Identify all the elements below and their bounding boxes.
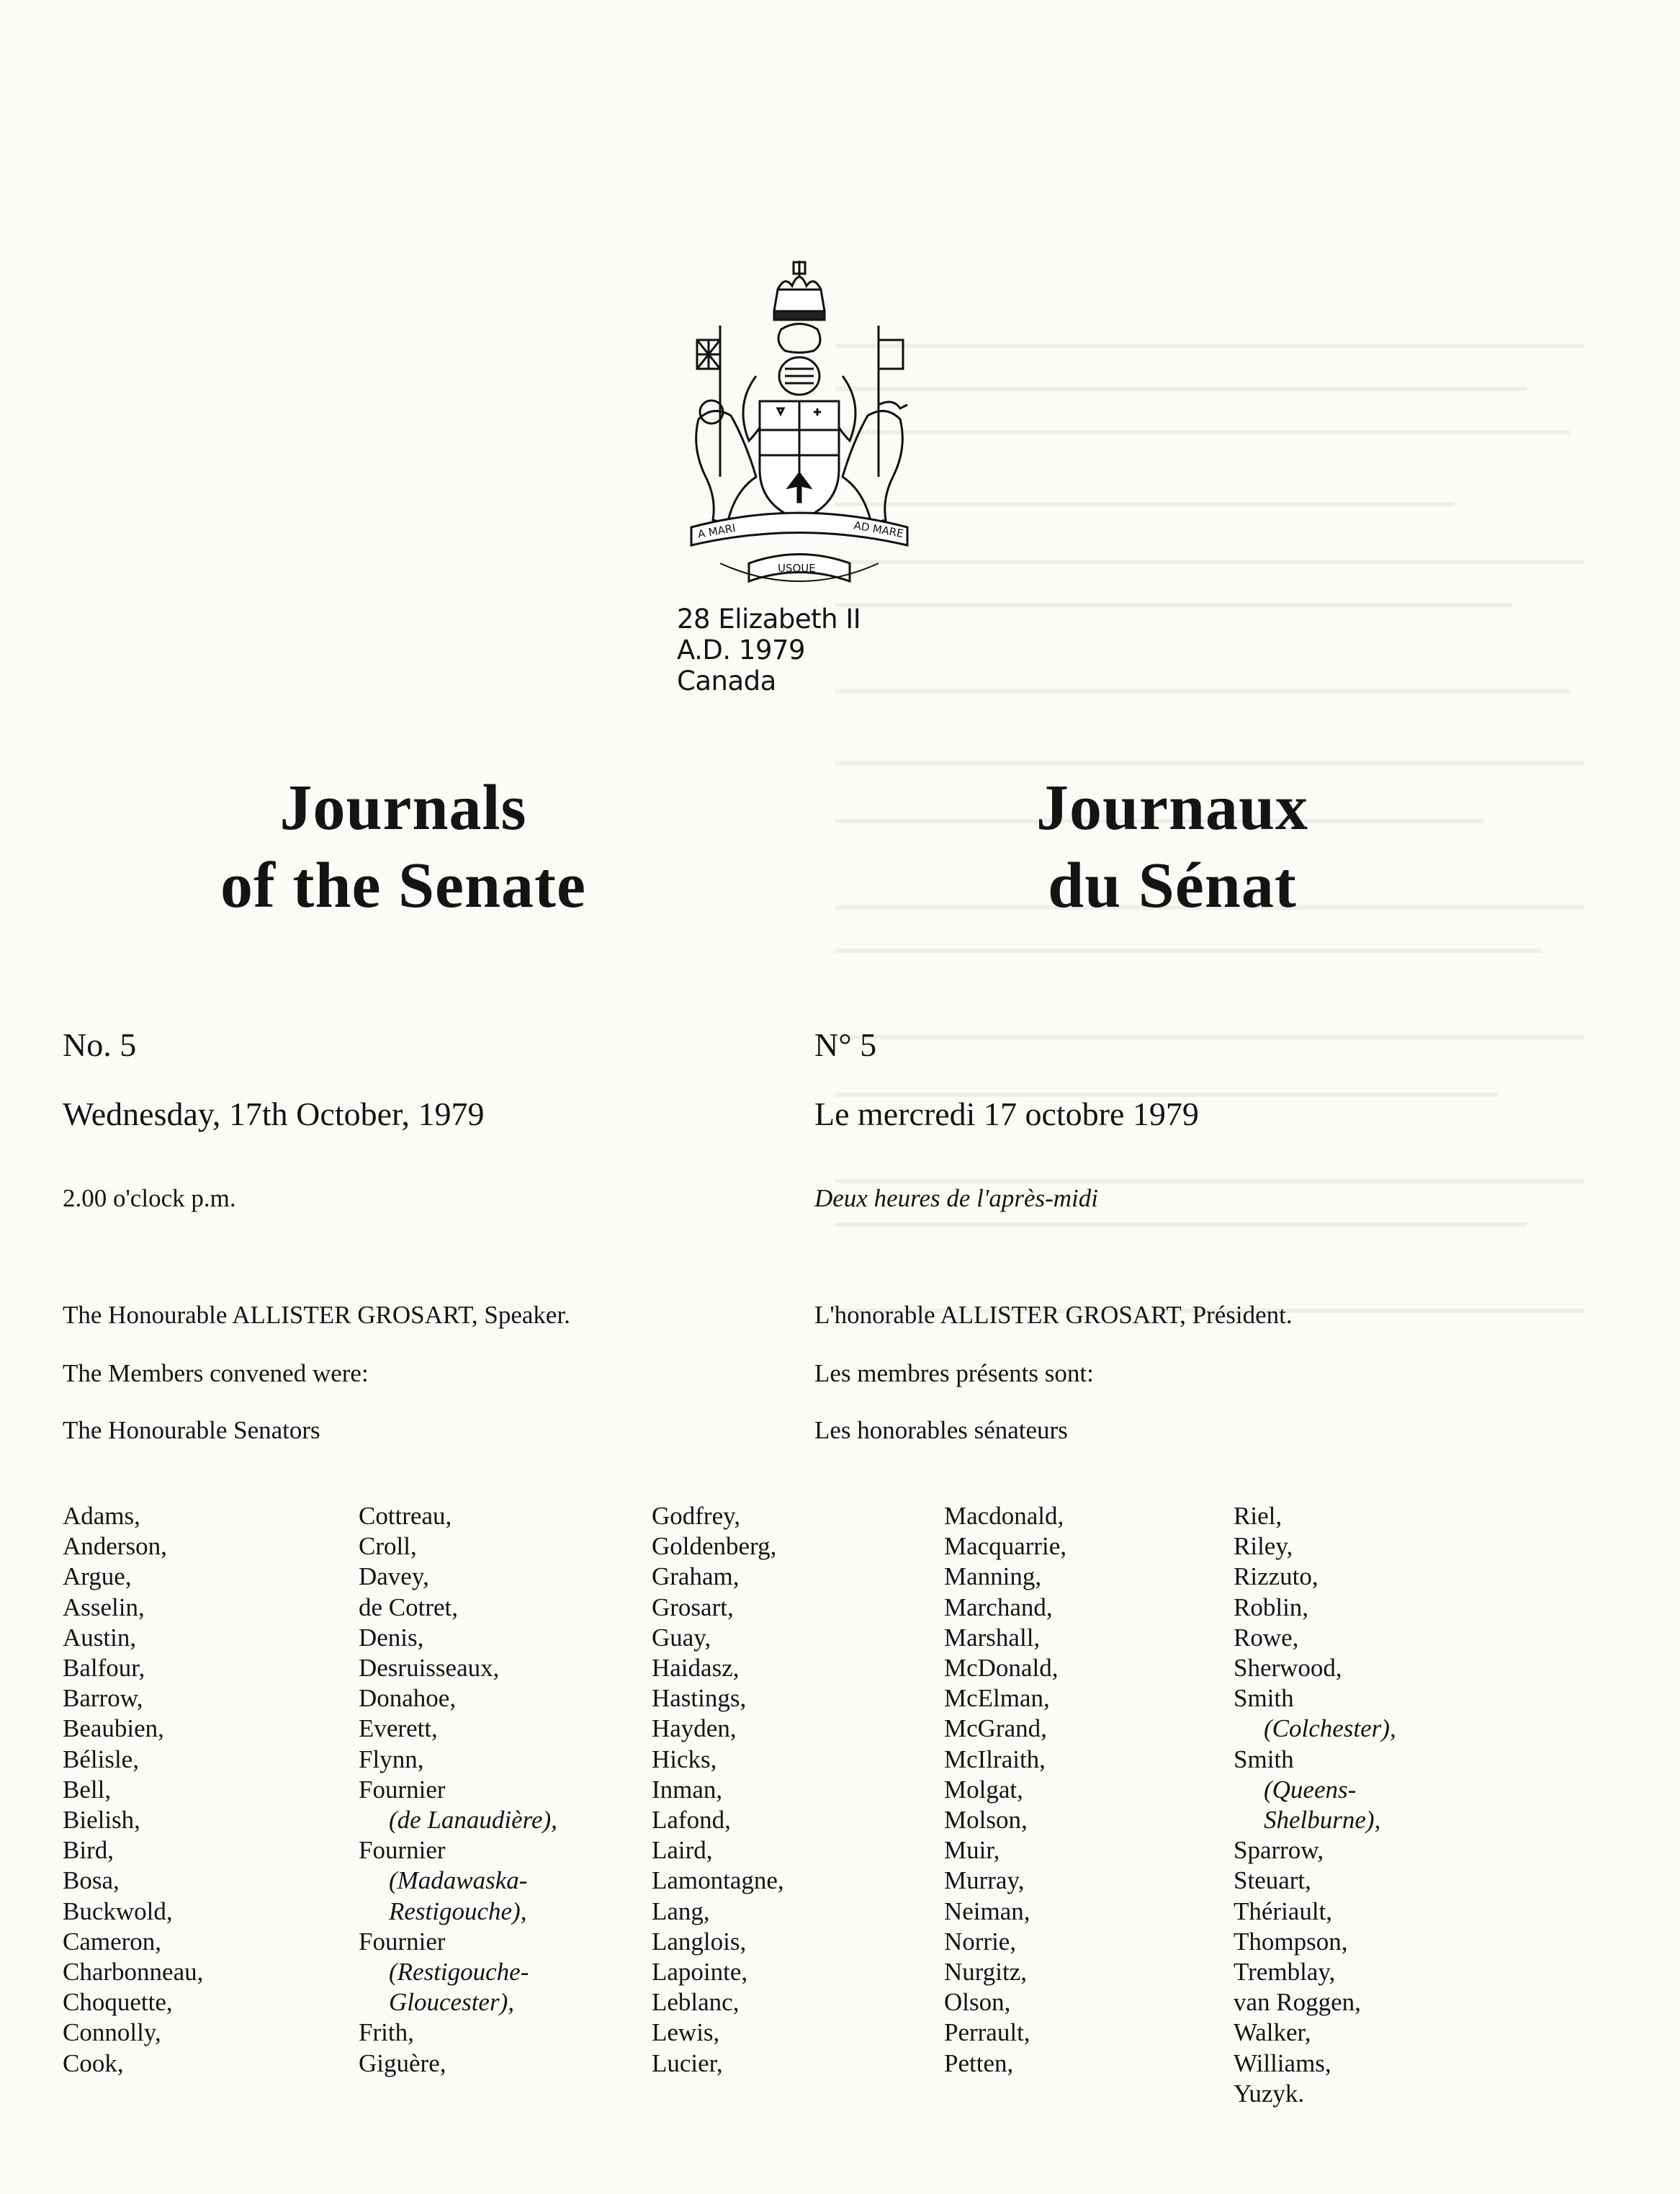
senator-name: Beaubien, xyxy=(63,1714,164,1743)
senator-name: Smith xyxy=(1234,1684,1294,1713)
senator-name: Balfour, xyxy=(63,1654,145,1683)
senators-column-5 xyxy=(1234,1501,1396,2109)
senator-name: Argue, xyxy=(63,1562,132,1591)
country: Canada xyxy=(677,666,776,697)
senator-name: Yuzyk. xyxy=(1234,2079,1305,2108)
members-convened-en: The Members convened were: xyxy=(63,1359,369,1387)
senator-name: Norrie, xyxy=(944,1927,1017,1956)
senator-name: Riley, xyxy=(1234,1532,1293,1561)
senator-name: Bosa, xyxy=(63,1866,120,1895)
senator-name: Davey, xyxy=(359,1562,429,1591)
senator-name: Marchand, xyxy=(944,1593,1053,1621)
senator-name: Petten, xyxy=(944,2049,1014,2077)
senator-name: Frith, xyxy=(359,2018,414,2047)
senator-division: (Queens- xyxy=(1264,1775,1357,1804)
regnal-year-block xyxy=(677,604,861,697)
senator-name: Goldenberg, xyxy=(652,1532,777,1561)
senator-name: Fournier xyxy=(359,1927,446,1956)
senator-name: Lucier, xyxy=(652,2049,723,2077)
senator-name: Desruisseaux, xyxy=(359,1654,500,1683)
issue-number-en: No. 5 xyxy=(63,1026,137,1063)
senator-division: (de Lanaudière), xyxy=(389,1806,557,1835)
senator-division: (Madawaska- xyxy=(389,1866,528,1895)
senator-name: Bélisle, xyxy=(63,1745,139,1773)
senator-name: Thériault, xyxy=(1234,1897,1333,1925)
senator-name: Manning, xyxy=(944,1562,1042,1591)
title-french xyxy=(956,769,1388,925)
senator-name: de Cotret, xyxy=(359,1593,459,1621)
senator-name: Cottreau, xyxy=(359,1502,452,1530)
senator-name: Haidasz, xyxy=(652,1654,740,1683)
senator-name: Fournier xyxy=(359,1775,446,1804)
senators-column-4 xyxy=(944,1501,1066,2079)
senator-name: Lamontagne, xyxy=(652,1866,784,1895)
senator-name: Hayden, xyxy=(652,1714,737,1743)
senator-name: Charbonneau, xyxy=(63,1958,204,1987)
senator-name: Cameron, xyxy=(63,1927,162,1956)
issue-number-fr: N° 5 xyxy=(814,1026,877,1063)
senator-name: Smith xyxy=(1234,1745,1294,1773)
senator-name: Leblanc, xyxy=(652,1988,740,2017)
senator-name: van Roggen, xyxy=(1234,1988,1361,2017)
senator-name: Laird, xyxy=(652,1836,713,1865)
senator-name: Riel, xyxy=(1234,1502,1283,1530)
senator-name: Everett, xyxy=(359,1714,438,1743)
senator-name: McIlraith, xyxy=(944,1745,1046,1773)
senator-name: Connolly, xyxy=(63,2018,161,2047)
members-present-fr: Les membres présents sont: xyxy=(814,1359,1094,1387)
senator-name: Flynn, xyxy=(359,1745,424,1773)
title-english-line2: of the Senate xyxy=(220,850,586,921)
senators-column-1 xyxy=(63,1501,203,2079)
senator-name: Guay, xyxy=(652,1623,711,1652)
senator-name: Rowe, xyxy=(1234,1623,1299,1652)
sitting-time-fr: Deux heures de l'après-midi xyxy=(814,1184,1099,1212)
regnal-year: 28 Elizabeth II xyxy=(677,604,861,635)
senators-heading-en: The Honourable Senators xyxy=(63,1416,320,1444)
anno-domini: A.D. 1979 xyxy=(677,635,806,666)
senator-name: Tremblay, xyxy=(1234,1958,1336,1987)
senator-name: Molgat, xyxy=(944,1775,1023,1804)
senator-division: (Colchester), xyxy=(1264,1714,1396,1743)
senator-name: McDonald, xyxy=(944,1654,1059,1683)
coat-of-arms-icon xyxy=(677,261,922,592)
sitting-time-en: 2.00 o'clock p.m. xyxy=(63,1184,236,1212)
senator-name: Rizzuto, xyxy=(1234,1562,1319,1591)
senator-name: Sherwood, xyxy=(1234,1654,1342,1683)
senator-name: Graham, xyxy=(652,1562,740,1591)
sitting-date-en: Wednesday, 17th October, 1979 xyxy=(63,1096,485,1132)
motto-center: USQUE xyxy=(778,562,816,575)
senator-name: Anderson, xyxy=(63,1532,167,1561)
senator-name: Bielish, xyxy=(63,1806,140,1835)
senator-name: Denis, xyxy=(359,1623,424,1652)
motto-right: AD MARE xyxy=(853,519,905,541)
senator-name: Bell, xyxy=(63,1775,112,1804)
senator-name: Giguère, xyxy=(359,2049,446,2077)
title-english-line1: Journals xyxy=(279,772,527,843)
senator-name: Inman, xyxy=(652,1775,723,1804)
senator-name: Bird, xyxy=(63,1836,114,1865)
title-french-line1: Journaux xyxy=(1036,772,1309,843)
senator-name: Lang, xyxy=(652,1897,710,1925)
senator-name: Williams, xyxy=(1234,2049,1331,2077)
senator-name: Lafond, xyxy=(652,1806,731,1835)
senators-column-2 xyxy=(359,1501,557,2079)
senator-name: Godfrey, xyxy=(652,1502,741,1530)
senator-name: Lapointe, xyxy=(652,1958,748,1987)
senator-name: Murray, xyxy=(944,1866,1025,1895)
senator-division: (Restigouche- xyxy=(389,1958,529,1987)
senator-name: Nurgitz, xyxy=(944,1958,1028,1987)
senator-name: Asselin, xyxy=(63,1593,145,1621)
senator-name: Hastings, xyxy=(652,1684,747,1713)
senator-name: Neiman, xyxy=(944,1897,1030,1925)
sitting-date-fr: Le mercredi 17 octobre 1979 xyxy=(814,1096,1199,1132)
senator-name: Grosart, xyxy=(652,1593,734,1621)
senator-name: Olson, xyxy=(944,1988,1011,2017)
senator-name: Perrault, xyxy=(944,2018,1030,2047)
senator-name: Steuart, xyxy=(1234,1866,1311,1895)
senator-division: Restigouche), xyxy=(389,1897,527,1925)
senator-division: Gloucester), xyxy=(389,1988,514,2017)
senator-name: Austin, xyxy=(63,1623,137,1652)
senator-name: McGrand, xyxy=(944,1714,1047,1743)
senator-name: Buckwold, xyxy=(63,1897,173,1925)
senator-division: Shelburne), xyxy=(1264,1806,1381,1835)
senator-name: McElman, xyxy=(944,1684,1050,1713)
senator-name: Marshall, xyxy=(944,1623,1041,1652)
senator-name: Muir, xyxy=(944,1836,1000,1865)
senator-name: Donahoe, xyxy=(359,1684,457,1713)
senator-name: Walker, xyxy=(1234,2018,1311,2047)
senator-name: Molson, xyxy=(944,1806,1028,1835)
senator-name: Roblin, xyxy=(1234,1593,1309,1621)
title-french-line2: du Sénat xyxy=(1048,850,1297,921)
senators-column-3 xyxy=(652,1501,784,2079)
title-english xyxy=(173,769,634,925)
senator-name: Macdonald, xyxy=(944,1502,1064,1530)
motto-left: A MARI xyxy=(696,521,737,541)
speaker-fr: L'honorable ALLISTER GROSART, Président. xyxy=(814,1301,1293,1329)
senators-heading-fr: Les honorables sénateurs xyxy=(814,1416,1068,1444)
senator-name: Choquette, xyxy=(63,1988,173,2017)
senator-name: Thompson, xyxy=(1234,1927,1348,1956)
senator-name: Macquarrie, xyxy=(944,1532,1067,1561)
speaker-en: The Honourable ALLISTER GROSART, Speaker. xyxy=(63,1301,570,1329)
senator-name: Hicks, xyxy=(652,1745,717,1773)
senator-name: Barrow, xyxy=(63,1684,143,1713)
senator-name: Croll, xyxy=(359,1532,417,1561)
senator-name: Adams, xyxy=(63,1502,140,1530)
senator-name: Lewis, xyxy=(652,2018,720,2047)
senator-name: Sparrow, xyxy=(1234,1836,1324,1865)
senator-name: Cook, xyxy=(63,2049,124,2077)
senator-name: Fournier xyxy=(359,1836,446,1865)
senator-name: Langlois, xyxy=(652,1927,747,1956)
